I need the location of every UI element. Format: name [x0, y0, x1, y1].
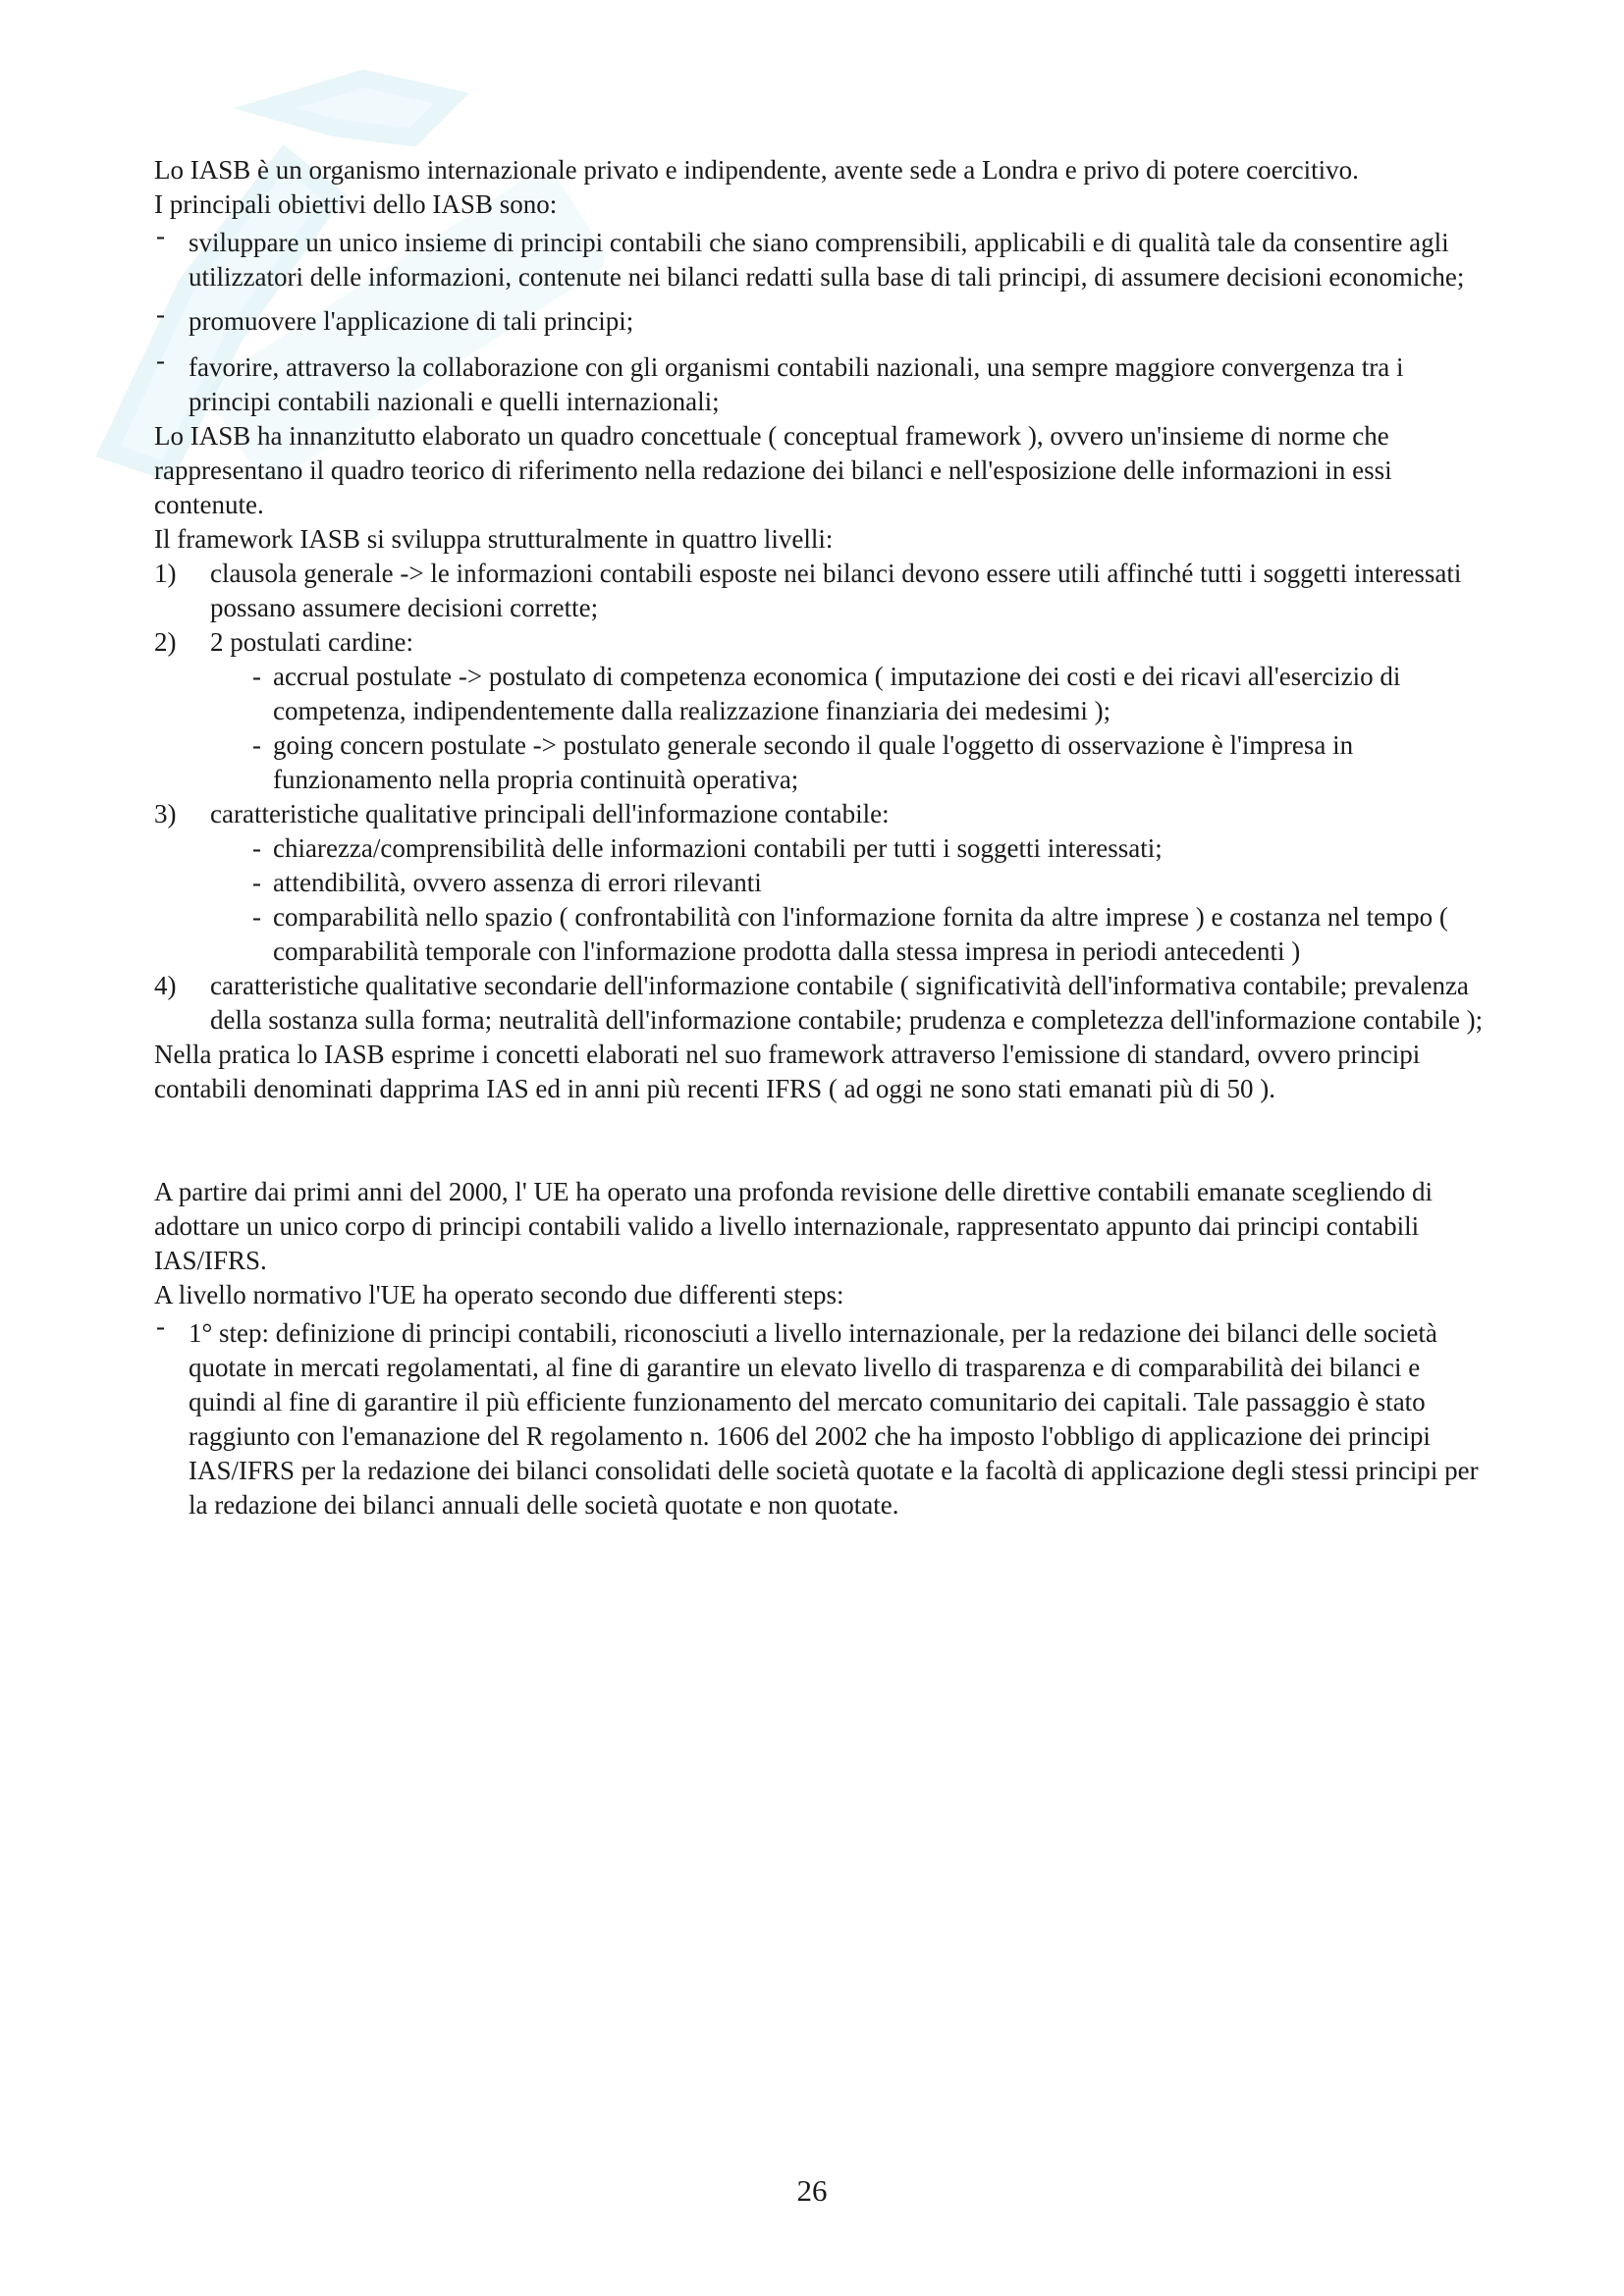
dash-bullet: - — [156, 1311, 165, 1341]
dash-bullet: - — [252, 662, 261, 691]
numbered-item — [154, 797, 1489, 831]
sub-list-item — [252, 660, 1489, 728]
sub-list-item — [252, 728, 1489, 797]
sub-list-item — [252, 900, 1489, 969]
objective-text: favorire, attraverso la collaborazione con gli organismi contabili nazionali, una sempre maggiore convergenza tra i principi contabili nazionali e quelli internazionali; — [189, 352, 1404, 416]
item-text: 2 postulati cardine: — [210, 627, 413, 657]
numbered-item — [154, 969, 1489, 1038]
closing-paragraph: Nella pratica lo IASB esprime i concetti elaborati nel suo framework attraverso l'emissione di standard, ovvero principi contabili denominati dapprima IAS ed in anni più recenti IFRS ( ad oggi ne sono stati emanati più di 50 ). — [154, 1040, 1421, 1103]
framework-paragraph: Lo IASB ha innanzitutto elaborato un quadro concettuale ( conceptual framework ), ovvero un'insieme di norme che rappresentano il quadro teorico di riferimento nella redazione dei bilanci e nell'esposizione delle informazioni in essi contenute. — [154, 421, 1392, 519]
item-text: caratteristiche qualitative principali dell'informazione contabile: — [210, 799, 890, 828]
sub-item-text: chiarezza/comprensibilità delle informazioni contabili per tutti i soggetti interessati; — [273, 833, 1163, 863]
objective-text: promuovere l'applicazione di tali principi; — [189, 306, 634, 336]
dash-bullet: - — [156, 299, 165, 329]
sub-item-text: accrual postulate -> postulato di competenza economica ( imputazione dei costi e dei ricavi all'esercizio di competenza, indipendentemente dalla realizzazione finanziaria dei medesimi ); — [273, 662, 1401, 725]
item-text: caratteristiche qualitative secondarie dell'informazione contabile ( significatività dell'informativa contabile; prevalenza della sostanza sulla forma; neutralità dell'informazione contabile; prudenza e completezza dell'informazione contabile ); — [210, 971, 1484, 1035]
sub-item-text: attendibilità, ovvero assenza di errori rilevanti — [273, 868, 762, 897]
dash-bullet: - — [252, 902, 261, 932]
objectives-title: I principali obiettivi dello IASB sono: — [154, 189, 558, 219]
dash-bullet: - — [252, 730, 261, 760]
steps-title: A livello normativo l'UE ha operato secondo due differenti steps: — [154, 1280, 844, 1309]
list-item — [154, 221, 1489, 294]
page-number: 26 — [796, 2173, 828, 2208]
dash-bullet: - — [252, 868, 261, 897]
numbered-item — [154, 557, 1489, 625]
sub-item-text: going concern postulate -> postulato generale secondo il quale l'oggetto di osservazione è l'impresa in funzionamento nella propria continuità operativa; — [273, 730, 1354, 794]
numbered-item — [154, 625, 1489, 660]
sub-list-item — [252, 866, 1489, 900]
sub-item-text: comparabilità nello spazio ( confrontabilità con l'informazione fornita da altre imprese ) e costanza nel tempo ( comparabilità temporale con l'informazione prodotta dalla stessa impresa in periodi antecedenti ) — [273, 902, 1448, 966]
objective-text: sviluppare un unico insieme di principi contabili che siano comprensibili, applicabili e di qualità tale da consentire agli utilizzatori delle informazioni, contenute nei bilanci redatti sulla base di tali principi, di assumere decisioni economiche; — [189, 228, 1465, 292]
dash-bullet: - — [156, 221, 165, 250]
document-body — [154, 153, 1489, 1522]
iasb-intro-paragraph: Lo IASB è un organismo internazionale privato e indipendente, avente sede a Londra e privo di potere coercitivo. — [154, 155, 1359, 185]
item-number: 3) — [154, 799, 177, 828]
dash-bullet: - — [156, 346, 165, 375]
list-item — [154, 346, 1489, 419]
item-number: 2) — [154, 627, 177, 657]
list-item — [154, 1311, 1489, 1522]
list-item — [154, 299, 1489, 339]
sub-list-item — [252, 831, 1489, 866]
item-number: 1) — [154, 559, 177, 588]
ue-intro-paragraph: A partire dai primi anni del 2000, l' UE ha operato una profonda revisione delle direttive contabili emanate scegliendo di adottare un unico corpo di principi contabili valido a livello internazionale, rappresentato appunto dai principi contabili IAS/IFRS. — [154, 1177, 1433, 1275]
item-number: 4) — [154, 971, 177, 1000]
item-text: clausola generale -> le informazioni contabili esposte nei bilanci devono essere utili affinché tutti i soggetti interessati possano assumere decisioni corrette; — [210, 559, 1462, 622]
section-gap — [154, 1106, 1489, 1175]
dash-bullet: - — [252, 833, 261, 863]
step-text: 1° step: definizione di principi contabili, riconosciuti a livello internazionale, per la redazione dei bilanci delle società quotate in mercati regolamentati, al fine di garantire un elevato livello di trasparenza e di comparabilità dei bilanci e quindi al fine di garantire il più efficiente funzionamento del mercato comunitario dei capitali. Tale passaggio è stato raggiunto con l'emanazione del R regolamento n. 1606 del 2002 che ha imposto l'obbligo di applicazione dei principi IAS/IFRS per la redazione dei bilanci consolidati delle società quotate e la facoltà di applicazione degli stessi principi per la redazione dei bilanci annuali delle società quotate e non quotate. — [189, 1318, 1479, 1520]
levels-title: Il framework IASB si sviluppa strutturalmente in quattro livelli: — [154, 524, 834, 554]
